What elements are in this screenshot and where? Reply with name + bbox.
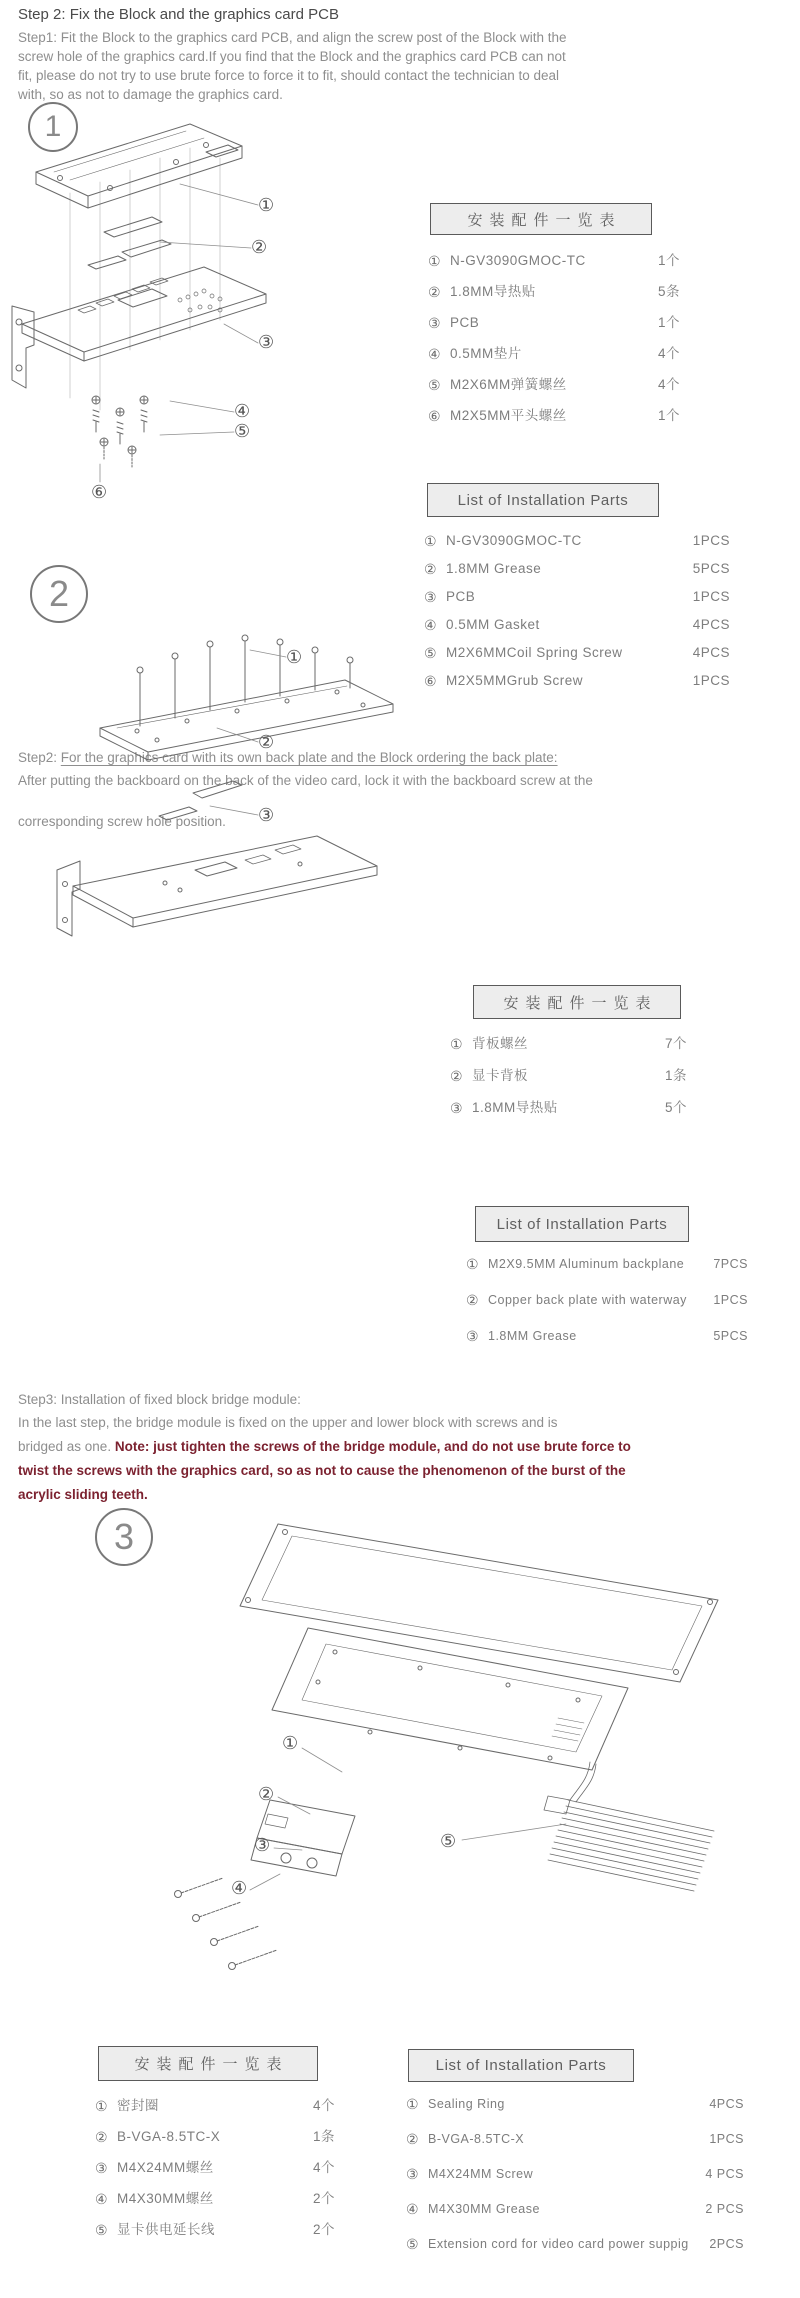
parts-row [424, 561, 730, 577]
parts-row [450, 1100, 687, 1116]
parts-row [450, 1036, 687, 1052]
item-label: M2X5MM平头螺丝 [450, 408, 567, 423]
parts-row [428, 408, 680, 424]
item-qty: 4个 [657, 346, 680, 361]
item-number: ⑤ [95, 2222, 108, 2238]
intro-line: screw hole of the graphics card.If you find that the Block and the graphics card PCB can not [18, 49, 566, 64]
item-label: PCB [450, 315, 480, 330]
item-qty: 2 PCS [705, 2202, 744, 2216]
step1-callout-1: ① [258, 195, 275, 215]
item-number: ② [466, 1292, 479, 1308]
item-qty: 4PCS [709, 2097, 744, 2111]
item-qty: 2PCS [709, 2237, 744, 2251]
step1-cn-parts-list [428, 253, 680, 439]
item-label: 背板螺丝 [472, 1036, 528, 1051]
step3-warning-line2: twist the screws with the graphics card, so as not to cause the phenomenon of the burst of the [18, 1463, 626, 1478]
item-label: 1.8MM导热贴 [472, 1100, 558, 1115]
item-label: 1.8MM导热贴 [450, 284, 536, 299]
step2-text-line3: corresponding screw hole position. [18, 814, 226, 829]
step1-callout-4: ④ [234, 401, 251, 421]
item-qty: 4PCS [692, 645, 730, 660]
parts-row [466, 1292, 748, 1308]
item-qty: 4PCS [692, 617, 730, 632]
step1-callout-3: ③ [258, 332, 275, 352]
step1-callout-6: ⑥ [91, 482, 108, 502]
item-number: ① [466, 1256, 479, 1272]
item-qty: 1PCS [692, 589, 730, 604]
item-label: Copper back plate with waterway [488, 1293, 687, 1307]
parts-row [406, 2236, 744, 2252]
item-qty: 1条 [664, 1068, 687, 1083]
intro-line: Step1: Fit the Block to the graphics card PCB, and align the screw post of the Block with the [18, 30, 567, 45]
item-number: ① [428, 253, 441, 269]
item-label: Extension cord for video card power suppig [428, 2237, 689, 2251]
item-qty: 1个 [657, 315, 680, 330]
parts-row [406, 2166, 744, 2182]
item-number: ② [406, 2131, 419, 2147]
item-label: M2X9.5MM Aluminum backplane [488, 1257, 685, 1271]
parts-row [428, 253, 680, 269]
step3-number: 3 [113, 1516, 135, 1557]
parts-row [95, 2129, 335, 2145]
item-qty: 4个 [657, 377, 680, 392]
parts-row [95, 2160, 335, 2176]
item-number: ① [424, 533, 437, 549]
item-number: ① [406, 2096, 419, 2112]
parts-row [450, 1068, 687, 1084]
item-qty: 1个 [657, 253, 680, 268]
item-qty: 4个 [312, 2098, 335, 2113]
parts-row [95, 2222, 335, 2238]
item-number: ③ [450, 1100, 463, 1116]
item-qty: 7PCS [713, 1257, 748, 1271]
step3-callout-3: ③ [254, 1835, 271, 1855]
parts-row [428, 315, 680, 331]
step3-warning-line3: acrylic sliding teeth. [18, 1487, 148, 1502]
item-qty: 5个 [664, 1100, 687, 1115]
parts-row [406, 2131, 744, 2147]
intro-line: fit, please do not try to use brute force to force it to fit, should contact the technician to deal [18, 68, 560, 83]
item-label: PCB [446, 589, 476, 604]
step2-text-line2: After putting the backboard on the back of the video card, lock it with the backboard screw at the [18, 773, 593, 788]
item-number: ④ [95, 2191, 108, 2207]
parts-row [428, 284, 680, 300]
item-number: ⑥ [428, 408, 441, 424]
item-label: 密封圈 [117, 2098, 159, 2113]
item-number: ② [450, 1068, 463, 1084]
step2-prefix: Step2: [18, 750, 61, 765]
item-label: M4X24MM螺丝 [117, 2160, 214, 2175]
step2-number: 2 [48, 573, 70, 614]
item-number: ④ [406, 2201, 419, 2217]
step3-normal-text: bridged as one. [18, 1439, 115, 1454]
parts-row [95, 2191, 335, 2207]
step3-cn-list-header: 安装配件一览表 [98, 2046, 318, 2081]
item-label: M4X30MM Grease [428, 2202, 540, 2216]
step3-en-list-header: List of Installation Parts [408, 2049, 634, 2082]
item-label: B-VGA-8.5TC-X [117, 2129, 221, 2144]
item-qty: 4个 [312, 2160, 335, 2175]
intro-line: with, so as not to damage the graphics card. [18, 87, 283, 102]
step3-warning-text: Note: just tighten the screws of the bridge module, and do not use brute force to [114, 1439, 631, 1454]
item-label: 0.5MM垫片 [450, 346, 522, 361]
parts-row [428, 377, 680, 393]
page-title: Step 2: Fix the Block and the graphics card PCB [18, 6, 339, 23]
item-number: ① [95, 2098, 108, 2114]
item-qty: 5PCS [692, 561, 730, 576]
item-label: B-VGA-8.5TC-X [428, 2132, 525, 2146]
item-label: N-GV3090GMOC-TC [450, 253, 586, 268]
item-number: ③ [424, 589, 437, 605]
parts-row [428, 346, 680, 362]
step3-text-line1: Step3: Installation of fixed block bridge module: [18, 1392, 301, 1407]
item-qty: 5条 [657, 284, 680, 299]
item-qty: 1PCS [692, 533, 730, 548]
item-label: 0.5MM Gasket [446, 617, 540, 632]
parts-row [424, 645, 730, 661]
item-label: 1.8MM Grease [446, 561, 542, 576]
step1-en-parts-list [424, 533, 730, 701]
item-number: ③ [406, 2166, 419, 2182]
item-qty: 4 PCS [705, 2167, 744, 2181]
step2-underlined-text: For the graphics card with its own back plate and the Block ordering the back plate: [60, 750, 558, 765]
item-number: ② [428, 284, 441, 300]
step3-text-line2: In the last step, the bridge module is fixed on the upper and lower block with screws and is [18, 1415, 558, 1430]
item-number: ⑤ [406, 2236, 419, 2252]
item-label: 显卡供电延长线 [117, 2222, 215, 2237]
parts-row [424, 617, 730, 633]
item-qty: 2个 [312, 2191, 335, 2206]
item-number: ⑤ [428, 377, 441, 393]
item-number: ④ [424, 617, 437, 633]
item-qty: 1个 [657, 408, 680, 423]
step3-assembly-diagram [120, 1500, 780, 2030]
step1-en-list-header: List of Installation Parts [427, 483, 659, 517]
step3-text-line3 [18, 1437, 631, 1456]
parts-row [406, 2096, 744, 2112]
item-number: ⑤ [424, 645, 437, 661]
step3-en-parts-list [406, 2096, 744, 2271]
item-label: 显卡背板 [472, 1068, 528, 1083]
step1-callout-2: ② [251, 237, 268, 257]
item-qty: 1PCS [713, 1293, 748, 1307]
item-number: ① [450, 1036, 463, 1052]
step3-cn-parts-list [95, 2098, 335, 2253]
item-label: N-GV3090GMOC-TC [446, 533, 582, 548]
parts-row [424, 589, 730, 605]
item-label: M2X6MMCoil Spring Screw [446, 645, 623, 660]
item-qty: 2个 [312, 2222, 335, 2237]
step1-cn-list-header: 安装配件一览表 [430, 203, 652, 235]
parts-row [95, 2098, 335, 2114]
step2-cn-parts-list [450, 1036, 687, 1132]
step2-callout-3: ③ [258, 805, 275, 825]
step2-callout-2: ② [258, 732, 275, 752]
item-label: 1.8MM Grease [488, 1329, 577, 1343]
item-label: M2X5MMGrub Screw [446, 673, 584, 688]
step2-cn-list-header: 安装配件一览表 [473, 985, 681, 1019]
item-label: M4X30MM螺丝 [117, 2191, 214, 2206]
step3-callout-4: ④ [231, 1878, 248, 1898]
item-qty: 1PCS [709, 2132, 744, 2146]
parts-row [406, 2201, 744, 2217]
step2-en-parts-list [466, 1256, 748, 1364]
item-qty: 1PCS [692, 673, 730, 688]
item-label: M2X6MM弹簧螺丝 [450, 377, 567, 392]
item-number: ④ [428, 346, 441, 362]
step1-number: 1 [44, 110, 62, 143]
item-number: ⑥ [424, 673, 437, 689]
step3-callout-2: ② [258, 1784, 275, 1804]
item-number: ② [95, 2129, 108, 2145]
item-qty: 1条 [312, 2129, 335, 2144]
parts-row [424, 673, 730, 689]
item-label: M4X24MM Screw [428, 2167, 534, 2181]
intro-block [18, 6, 567, 104]
item-number: ② [424, 561, 437, 577]
item-qty: 7个 [664, 1036, 687, 1051]
item-qty: 5PCS [713, 1329, 748, 1343]
item-number: ③ [466, 1328, 479, 1344]
step3-callout-5: ⑤ [440, 1831, 457, 1851]
item-label: Sealing Ring [428, 2097, 505, 2111]
step3-callout-1: ① [282, 1733, 299, 1753]
item-number: ③ [428, 315, 441, 331]
step2-number-badge [30, 565, 88, 623]
step1-callout-5: ⑤ [234, 421, 251, 441]
step1-exploded-diagram [8, 98, 338, 560]
step2-en-list-header: List of Installation Parts [475, 1206, 689, 1242]
item-number: ③ [95, 2160, 108, 2176]
parts-row [466, 1256, 748, 1272]
step2-callout-1: ① [286, 647, 303, 667]
parts-row [466, 1328, 748, 1344]
step2-exploded-diagram [45, 628, 425, 973]
parts-row [424, 533, 730, 549]
